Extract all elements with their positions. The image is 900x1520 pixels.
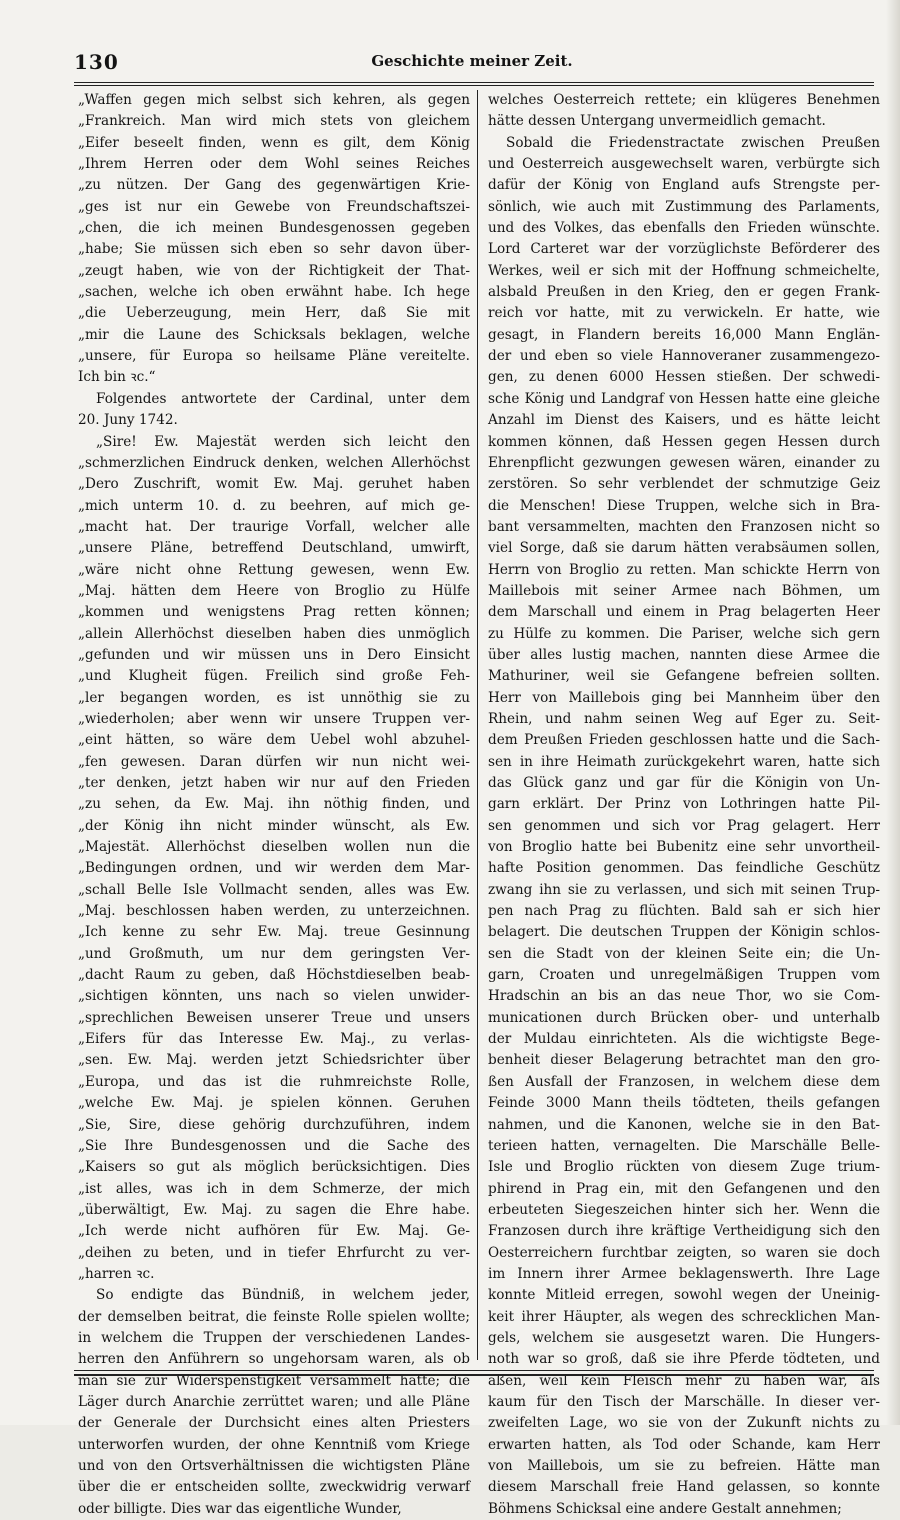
text-line: Böhmens Schicksal eine andere Gestalt annehmen; — [488, 1500, 842, 1517]
text-line: sen in ihre Heimath zurückgekehrt waren, hatte sich — [488, 753, 880, 770]
text-line: Oesterreichern furchtbar zeigten, so waren sie doch — [488, 1244, 880, 1261]
text-line: „zeugt haben, wie von der Richtigkeit der That- — [78, 262, 470, 279]
text-line: „fen gewesen. Daran dürfen wir nun nicht wei- — [78, 753, 470, 770]
text-line: „chen, die ich meinen Bundesgenossen gegeben — [78, 220, 470, 237]
text-line: Sobald die Friedenstractate zwischen Preußen — [506, 134, 880, 151]
text-line: kommen können, daß Hessen gegen Hessen durch — [488, 433, 880, 450]
text-line: Herrn von Broglio zu retten. Man schickte Herrn von — [488, 561, 880, 578]
text-line: von Maillebois, um sie zu befreien. Hätte man — [488, 1458, 880, 1474]
running-title: Geschichte meiner Zeit. — [371, 52, 573, 70]
text-line: unterworfen wurden, der ohne Kenntniß vom Kriege — [78, 1436, 470, 1453]
text-line: und des Volkes, das ebenfalls den Frieden wünschte. — [488, 220, 880, 237]
text-line: municationen durch Brücken ober- und unterhalb — [488, 1009, 880, 1026]
text-line: über die er entscheiden sollte, zweckwidrig verwarf — [78, 1479, 470, 1496]
text-line: sen die Stadt von der kleinen Seite ein; die Un- — [488, 945, 880, 962]
text-line: „Frankreich. Man wird mich stets von gleichem — [78, 113, 470, 130]
text-line: das Glück ganz und gar für die Königin von Un- — [488, 775, 880, 791]
text-line: aßen, weil kein Fleisch mehr zu haben war, als — [488, 1372, 880, 1389]
text-line: Feinde 3000 Mann theils tödteten, theils gefangen — [488, 1095, 880, 1112]
text-line: „unsere Pläne, betreffend Deutschland, umwirft, — [78, 540, 470, 557]
text-line: die Menschen! Diese Truppen, welche sich in Bra- — [488, 497, 880, 514]
text-line: in welchem die Truppen der verschiedenen Landes- — [78, 1329, 470, 1346]
text-line: Ich bin ꝛc.“ — [78, 369, 156, 386]
text-line: pen nach Prag zu flüchten. Bald sah er sich hier — [488, 903, 880, 920]
text-line: „wiederholen; aber wenn wir unsere Truppen ver- — [78, 710, 470, 727]
text-line: dafür der König von England aufs Strengste per- — [488, 177, 880, 194]
text-line: „Maj. hätten dem Heere von Broglio zu Hülfe — [78, 582, 470, 599]
text-line: kaum für den Tisch der Marschälle. In dieser ver- — [488, 1393, 880, 1410]
text-line: erwarten hatten, als Tod oder Schande, kam Herr — [488, 1436, 880, 1453]
text-line: garn erklärt. Der Prinz von Lothringen hatte Pil- — [488, 796, 880, 813]
text-line: „zu nützen. Der Gang des gegenwärtigen Krie- — [78, 177, 470, 194]
text-line: Mathuriner, weil sie Gefangene befreien sollten. — [488, 668, 880, 685]
text-line: im Innern ihrer Armee beklagenswerth. Ihre Lage — [488, 1265, 880, 1282]
page-edge-shadow — [886, 0, 900, 1425]
text-line: der Muldau einrichteten. Als die wichtigste Bege- — [488, 1031, 880, 1048]
text-line: hafte Position genommen. Das feindliche Geschütz — [488, 860, 880, 877]
text-line: dem Marschall und einem in Prag belagerten Heer — [488, 604, 880, 621]
text-line: reich vor hatte, mit zu verwickeln. Er hatte, wie — [488, 305, 880, 322]
text-line: „kommen und wenigstens Prag retten können; — [78, 604, 470, 621]
text-line: „und Klugheit fügen. Freilich sind große Feh- — [78, 668, 470, 685]
text-line: „allein Allerhöchst dieselben haben dies unmöglich — [78, 625, 470, 642]
text-line: erbeuteten Siegeszeichen hinter sich her. Wenn die — [488, 1201, 880, 1218]
text-line: „Sie Ihre Bundesgenossen und die Sache des — [78, 1137, 470, 1154]
footer-rule — [74, 1370, 874, 1376]
text-line: alsbald Preußen in den Krieg, den er gegen Frank- — [488, 284, 880, 301]
text-line: „Majestät. Allerhöchst dieselben wollen nun die — [78, 839, 470, 856]
text-line: zerstören. So sehr verblendet der schmutzige Geiz — [488, 476, 880, 493]
text-line: Maillebois mit seiner Armee nach Böhmen, um — [488, 582, 880, 599]
text-line: viel Sorge, daß sie darum hätten verabsäumen sollen, — [488, 540, 880, 557]
text-line: Folgendes antwortete der Cardinal, unter dem — [96, 390, 470, 407]
text-line: oder billigte. Dies war das eigentliche Wunder, — [78, 1500, 402, 1517]
text-line: „macht hat. Der traurige Vorfall, welcher alle — [78, 518, 470, 535]
text-line: „Ihrem Herren oder dem Wohl seines Reiches — [78, 156, 470, 173]
text-line: sen genommen und sich vor Prag gelagert. Herr — [488, 817, 880, 834]
text-line: „mich unterm 10. d. zu beehren, auf mich ge- — [78, 497, 470, 514]
text-line: „der König ihn nicht minder wünscht, als Ew. — [78, 817, 470, 834]
text-line: noth war so groß, daß sie ihre Pferde tödteten, und — [488, 1351, 880, 1368]
text-line: „die Ueberzeugung, mein Herr, daß Sie mit — [78, 305, 470, 322]
text-line: der demselben beitrat, die feinste Rolle spielen wollte; — [78, 1308, 470, 1325]
text-line: sche König und Landgraf von Hessen hatte eine gleiche — [488, 390, 880, 407]
text-line: So endigte das Bündniß, in welchem jeder, — [96, 1287, 470, 1304]
text-line: Franzosen durch ihre kräftige Vertheidigung sich den — [488, 1223, 880, 1240]
text-line: und Oesterreich ausgewechselt waren, verbürgte sich — [488, 156, 880, 173]
text-line: dem Preußen Frieden geschlossen hatte und die Sach- — [488, 732, 880, 749]
text-line: Läger durch Anarchie zerrüttet waren; und alle Pläne — [78, 1393, 470, 1410]
text-line: „zu sehen, da Ew. Maj. ihn nöthig finden, und — [78, 796, 470, 813]
text-line: zwang ihn sie zu verlassen, und sich mit seinen Trup- — [488, 881, 880, 898]
text-line: über alles lustig machen, nannten diese Armee die — [488, 646, 880, 663]
text-line: diesem Marschall freie Hand gelassen, so konnte — [488, 1479, 880, 1496]
text-line: „schall Belle Isle Vollmacht senden, alles was Ew. — [78, 881, 470, 898]
text-line: „harren ꝛc. — [78, 1265, 155, 1282]
header-rule — [74, 82, 874, 86]
text-line: garn, Croaten und unregelmäßigen Truppen vom — [488, 967, 880, 984]
text-line: gesagt, in Flandern bereits 16,000 Mann Englän- — [488, 326, 880, 343]
right-column — [488, 90, 880, 1517]
text-line: welches Oesterreich rettete; ein klügeres Benehmen — [488, 92, 880, 108]
column-divider — [477, 90, 478, 1360]
text-line: „Eifer beseelt finden, wenn es gilt, dem König — [78, 134, 470, 151]
text-line: „unsere, für Europa so heilsame Pläne vereitelte. — [78, 348, 470, 365]
text-line: belagert. Die deutschen Truppen der Königin schlos- — [488, 924, 880, 941]
text-line: „dacht Raum zu geben, daß Höchstdieselben beab- — [78, 967, 470, 984]
text-line: „Dero Zuschrift, womit Ew. Maj. geruhet haben — [78, 476, 470, 493]
text-line: „welche Ew. Maj. je spielen können. Geruhen — [78, 1095, 470, 1112]
page-number: 130 — [74, 50, 119, 74]
text-line: von Broglio hatte bei Bubenitz eine sehr unvortheil- — [488, 839, 880, 856]
text-line: „habe; Sie müssen sich eben so sehr davon über- — [78, 241, 470, 258]
text-line: „sichtigen könnten, uns nach so vielen unwider- — [78, 988, 470, 1005]
text-line: Anzahl im Dienst des Kaisers, und es hätte leicht — [488, 412, 880, 429]
text-line: „schmerzlichen Eindruck denken, welchen Allerhöchst — [78, 454, 470, 471]
text-line: „deihen zu beten, und in tiefer Ehrfurcht zu ver- — [78, 1244, 470, 1261]
text-line: „Sie, Sire, diese gehörig durchzuführen, indem — [78, 1116, 470, 1133]
text-line: „sachen, welche ich oben erwähnt habe. Ich hege — [78, 284, 470, 301]
text-line: benheit dieser Belagerung betrachtet man den gro- — [488, 1052, 880, 1069]
text-line: und von den Ortsverhältnissen die wichtigsten Pläne — [78, 1458, 470, 1474]
text-line: zweifelten Lage, wo sie von der Zukunft nichts zu — [488, 1415, 880, 1432]
text-line: Ehrenpflicht gezwungen gewesen wären, einander zu — [488, 454, 880, 471]
text-line: „Ich kenne zu sehr Ew. Maj. treue Gesinnung — [78, 924, 470, 941]
text-line: Lord Carteret war der vorzüglichste Beförderer des — [488, 241, 880, 258]
text-line: der Generale der Durchsicht eines alten Priesters — [78, 1415, 470, 1432]
text-line: Herr von Maillebois ging bei Mannheim über den — [488, 689, 880, 706]
text-line: ßen Ausfall der Franzosen, in welchem diese dem — [488, 1073, 880, 1090]
text-line: „sen. Ew. Maj. werden jetzt Schiedsrichter über — [78, 1052, 470, 1069]
text-columns — [78, 90, 880, 1517]
text-line: „und Großmuth, um nur dem geringsten Ver- — [78, 945, 470, 962]
text-line: „ist alles, was ich in dem Schmerze, der mich — [78, 1180, 470, 1197]
text-line: phirend in Prag ein, mit den Gefangenen und den — [488, 1180, 880, 1197]
text-line: „Ich werde nicht aufhören für Ew. Maj. Ge- — [78, 1223, 470, 1240]
text-line: „gefunden und wir müssen uns in Dero Einsicht — [78, 646, 470, 663]
text-line: keit ihrer Häupter, als wegen des schrecklichen Man- — [488, 1308, 880, 1325]
text-line: 20. Juny 1742. — [78, 412, 178, 429]
text-line: sönlich, wie auch mit Zustimmung des Parlaments, — [488, 198, 880, 215]
left-column — [78, 90, 470, 1517]
text-line: „Maj. beschlossen haben werden, zu unterzeichnen. — [78, 903, 470, 920]
text-line: „mir die Laune des Schicksals beklagen, welche — [78, 326, 470, 343]
text-line: nahmen, und die Kanonen, welche sie in den Bat- — [488, 1116, 880, 1133]
text-line: „Kaisers so gut als möglich berücksichtigen. Dies — [78, 1159, 470, 1176]
text-line: bant versammelten, machten den Franzosen nicht so — [488, 518, 880, 535]
text-line: „Europa, und das ist die ruhmreichste Rolle, — [78, 1073, 470, 1090]
text-line: Werkes, weil er sich mit der Hoffnung schmeichelte, — [488, 262, 880, 279]
text-line: hätte dessen Untergang unvermeidlich gemacht. — [488, 113, 826, 130]
text-line: herren den Anführern so ungehorsam waren, als ob — [78, 1351, 470, 1368]
text-line: „Sire! Ew. Majestät werden sich leicht den — [96, 433, 470, 450]
page-header — [74, 48, 870, 78]
text-line: gels, welchem sie ausgesetzt waren. Die Hungers- — [488, 1329, 880, 1346]
text-line: „wäre nicht ohne Rettung gewesen, wenn Ew. — [78, 561, 470, 578]
text-line: „Waffen gegen mich selbst sich kehren, als gegen — [78, 92, 470, 108]
text-line: „ter denken, jetzt haben wir nur auf den Frieden — [78, 775, 470, 791]
text-line: „Bedingungen ordnen, und wir werden dem Mar- — [78, 860, 470, 877]
text-line: konnte Mitleid erregen, sowohl wegen der Uneinig- — [488, 1287, 880, 1304]
text-line: der und eben so viele Hannoveraner zusammengezo- — [488, 348, 880, 365]
text-line: „überwältigt, Ew. Maj. zu sagen die Ehre habe. — [78, 1201, 470, 1218]
text-line: Rhein, und nahm seinen Weg auf Eger zu. Seit- — [488, 710, 880, 727]
text-line: gen, zu denen 6000 Hessen stießen. Der schwedi- — [488, 369, 880, 386]
text-line: „ges ist nur ein Gewebe von Freundschaftszei- — [78, 198, 470, 215]
text-line: „ler begangen worden, es ist unnöthig sie zu — [78, 689, 470, 706]
text-line: terieen hatten, vernagelten. Die Marschälle Belle- — [488, 1137, 880, 1154]
text-line: „eint hätten, so wäre dem Uebel wohl abzuhel- — [78, 732, 470, 749]
text-line: Hradschin an bis an das neue Thor, wo sie Com- — [488, 988, 880, 1005]
text-line: „sprechlichen Beweisen unserer Treue und unsers — [78, 1009, 470, 1026]
text-line: Isle und Broglio rückten von diesem Zuge trium- — [488, 1159, 880, 1176]
text-line: man sie zur Widerspenstigkeit versammelt hätte; die — [78, 1372, 470, 1389]
text-line: „Eifers für das Interesse Ew. Maj., zu verlas- — [78, 1031, 470, 1048]
text-line: zu Hülfe zu kommen. Die Pariser, welche sich gern — [488, 625, 880, 642]
